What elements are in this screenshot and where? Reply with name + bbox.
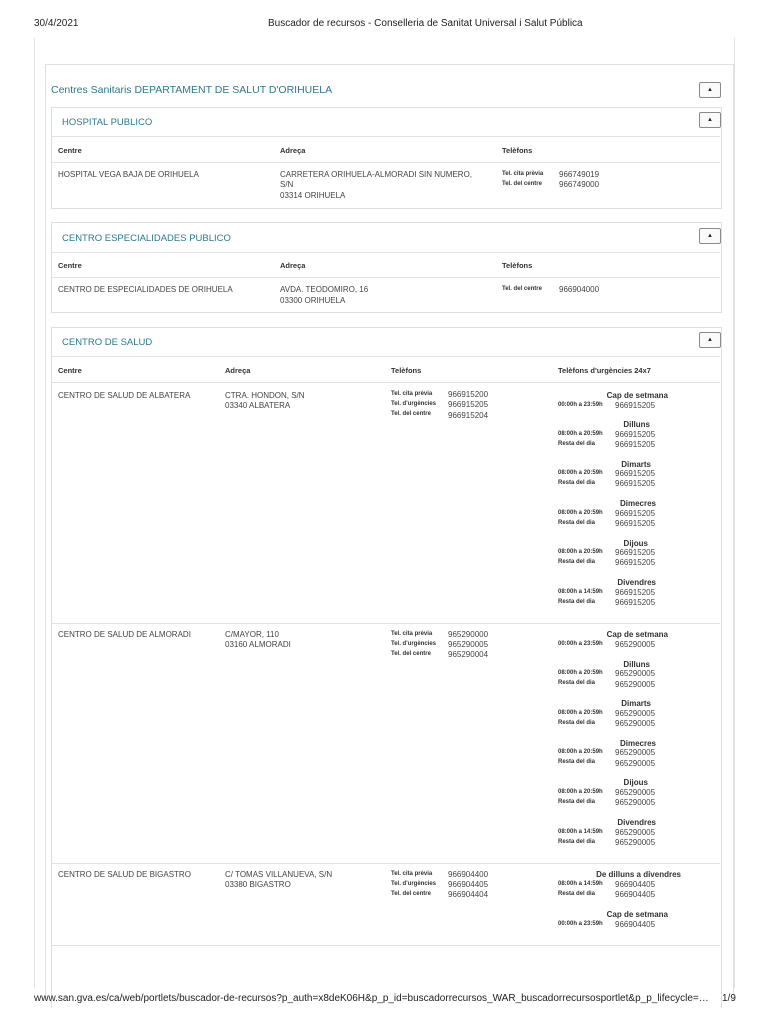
urgent-day-heading: Cap de setmana [606, 910, 668, 919]
centre-address-line: C/ TOMAS VILLANUEVA, S/N [225, 870, 333, 879]
column-header-urgent-phones: Telèfons d'urgències 24x7 [558, 366, 651, 375]
urgent-phone-value: 966915205 [615, 548, 656, 557]
urgent-hours-label: Resta del dia [558, 520, 596, 526]
urgent-phone-value: 965290005 [615, 719, 656, 728]
phone-label: Tel. del centre [502, 286, 542, 292]
column-header-phones: Telèfons [391, 366, 422, 375]
urgent-phone-value: 965290005 [615, 788, 656, 797]
page-frame-right [734, 38, 735, 988]
centre-address-line: C/MAYOR, 110 [225, 630, 279, 639]
urgent-hours-label: 08:00h a 20:59h [558, 789, 603, 795]
phone-value: 966749000 [559, 180, 600, 189]
urgent-phone-value: 966915205 [615, 401, 656, 410]
divider [52, 623, 720, 624]
column-header-phones: Telèfons [502, 146, 533, 155]
urgent-hours-label: Resta del dia [558, 559, 596, 565]
collapse-hospital-button[interactable] [699, 112, 721, 128]
urgent-hours-label: 08:00h a 14:59h [558, 589, 603, 595]
column-header-centre: Centre [58, 146, 82, 155]
centre-name: CENTRO DE SALUD DE BIGASTRO [58, 870, 191, 879]
urgent-phone-value: 966904405 [615, 920, 656, 929]
health-centres-section-title: CENTRO DE SALUD [62, 337, 153, 348]
centre-address-line: AVDA. TEODOMIRO, 16 [280, 285, 369, 294]
urgent-day-heading: Dimarts [621, 699, 651, 708]
urgent-phone-value: 965290005 [615, 709, 656, 718]
phone-value: 966915200 [448, 390, 489, 399]
centre-address-line: 03160 ALMORADI [225, 640, 291, 649]
phone-value: 965290000 [448, 630, 489, 639]
divider [52, 356, 720, 357]
centre-address-line: CARRETERA ORIHUELA-ALMORADI SIN NUMERO, [280, 170, 473, 179]
urgent-phone-value: 965290005 [615, 748, 656, 757]
urgent-day-heading: Dimecres [619, 739, 656, 748]
print-footer-url: www.san.gva.es/ca/web/portlets/buscador-de-recursos?p_auth=x8deK06H&p_p_id=buscadorrecursos_WAR_buscadorrecursosportlet&p_p_lifecycle=… [34, 993, 709, 1004]
urgent-hours-label: Resta del dia [558, 441, 596, 447]
urgent-phone-value: 966915205 [615, 598, 656, 607]
department-title: Centres Sanitaris DEPARTAMENT DE SALUT D'ORIHUELA [51, 84, 333, 96]
urgent-hours-label: 08:00h a 20:59h [558, 549, 603, 555]
centre-name: CENTRO DE SALUD DE ALBATERA [58, 391, 191, 400]
collapse-specialities-button[interactable] [699, 228, 721, 244]
column-header-phones: Telèfons [502, 261, 533, 270]
chevron-up-icon: ▲ [707, 233, 713, 239]
centre-name: CENTRO DE SALUD DE ALMORADI [58, 630, 191, 639]
urgent-phone-value: 966904405 [615, 880, 656, 889]
urgent-phone-value: 965290005 [615, 680, 656, 689]
urgent-day-heading: Divendres [617, 818, 656, 827]
chevron-up-icon: ▲ [707, 87, 713, 93]
urgent-hours-label: 08:00h a 20:59h [558, 510, 603, 516]
urgent-hours-label: Resta del dia [558, 680, 596, 686]
print-date: 30/4/2021 [34, 18, 79, 29]
urgent-hours-label: Resta del dia [558, 891, 596, 897]
urgent-phone-value: 966904405 [615, 890, 656, 899]
print-title: Buscador de recursos - Conselleria de Sanitat Universal i Salut Pública [268, 18, 583, 29]
centre-address-line: S/N [280, 180, 294, 189]
column-header-address: Adreça [280, 261, 306, 270]
centre-address-line: 03340 ALBATERA [225, 401, 291, 410]
phone-label: Tel. cita prèvia [391, 871, 433, 877]
centre-name: CENTRO DE ESPECIALIDADES DE ORIHUELA [58, 285, 233, 294]
urgent-phone-value: 965290005 [615, 669, 656, 678]
urgent-hours-label: Resta del dia [558, 480, 596, 486]
urgent-day-heading: Dilluns [623, 660, 650, 669]
phone-label: Tel. d'urgències [391, 881, 436, 887]
phone-label: Tel. d'urgències [391, 641, 436, 647]
urgent-phone-value: 965290005 [615, 759, 656, 768]
specialities-section-title: CENTRO ESPECIALIDADES PUBLICO [62, 233, 231, 244]
divider [52, 136, 720, 137]
column-header-address: Adreça [280, 146, 306, 155]
urgent-phone-value: 966915205 [615, 509, 656, 518]
phone-label: Tel. del centre [502, 181, 542, 187]
urgent-hours-label: Resta del dia [558, 759, 596, 765]
urgent-phone-value: 966915205 [615, 469, 656, 478]
phone-value: 966904400 [448, 870, 489, 879]
urgent-day-heading: De dilluns a divendres [596, 870, 681, 879]
urgent-phone-value: 966915205 [615, 430, 656, 439]
urgent-day-heading: Cap de setmana [606, 391, 668, 400]
phone-label: Tel. cita prèvia [502, 171, 544, 177]
page-frame-left [34, 38, 35, 988]
urgent-hours-label: 00:00h a 23:59h [558, 641, 603, 647]
phone-value: 966904405 [448, 880, 489, 889]
phone-label: Tel. del centre [391, 651, 431, 657]
phone-value: 966904404 [448, 890, 489, 899]
urgent-phone-value: 966915205 [615, 588, 656, 597]
phone-label: Tel. cita prèvia [391, 631, 433, 637]
phone-value: 966904000 [559, 285, 600, 294]
centre-address-line: 03300 ORIHUELA [280, 296, 346, 305]
phone-label: Tel. d'urgències [391, 401, 436, 407]
centre-name: HOSPITAL VEGA BAJA DE ORIHUELA [58, 170, 199, 179]
phone-label: Tel. cita prèvia [391, 391, 433, 397]
urgent-phone-value: 965290005 [615, 828, 656, 837]
urgent-phone-value: 965290005 [615, 838, 656, 847]
chevron-up-icon: ▲ [707, 117, 713, 123]
urgent-hours-label: Resta del dia [558, 839, 596, 845]
phone-value: 966749019 [559, 170, 600, 179]
urgent-hours-label: Resta del dia [558, 799, 596, 805]
urgent-phone-value: 966915205 [615, 479, 656, 488]
urgent-hours-label: 08:00h a 14:59h [558, 829, 603, 835]
phone-value: 966915204 [448, 411, 489, 420]
centre-address-line: CTRA. HONDON, S/N [225, 391, 305, 400]
divider [52, 162, 720, 163]
urgent-hours-label: 08:00h a 20:59h [558, 710, 603, 716]
urgent-day-heading: Dijous [623, 539, 648, 548]
urgent-day-heading: Dilluns [623, 420, 650, 429]
centre-address-line: 03314 ORIHUELA [280, 191, 346, 200]
divider [52, 252, 720, 253]
column-header-centre: Centre [58, 366, 82, 375]
column-header-centre: Centre [58, 261, 82, 270]
urgent-hours-label: 08:00h a 20:59h [558, 431, 603, 437]
divider [52, 277, 720, 278]
urgent-phone-value: 966915205 [615, 558, 656, 567]
urgent-hours-label: Resta del dia [558, 599, 596, 605]
urgent-day-heading: Dimarts [621, 460, 651, 469]
urgent-phone-value: 966915205 [615, 519, 656, 528]
phone-value: 966915205 [448, 400, 489, 409]
urgent-hours-label: 08:00h a 20:59h [558, 470, 603, 476]
urgent-phone-value: 966915205 [615, 440, 656, 449]
phone-value: 965290005 [448, 640, 489, 649]
urgent-hours-label: 00:00h a 23:59h [558, 921, 603, 927]
divider [52, 945, 720, 946]
print-page-number: 1/9 [722, 993, 736, 1004]
column-header-address: Adreça [225, 366, 251, 375]
urgent-hours-label: 08:00h a 20:59h [558, 670, 603, 676]
phone-label: Tel. del centre [391, 411, 431, 417]
urgent-phone-value: 965290005 [615, 798, 656, 807]
collapse-health-centres-button[interactable] [699, 332, 721, 348]
urgent-day-heading: Dijous [623, 778, 648, 787]
urgent-hours-label: 08:00h a 14:59h [558, 881, 603, 887]
urgent-day-heading: Cap de setmana [606, 630, 668, 639]
collapse-department-button[interactable] [699, 82, 721, 98]
phone-value: 965290004 [448, 650, 489, 659]
divider [52, 382, 720, 383]
centre-address-line: 03380 BIGASTRO [225, 880, 291, 889]
urgent-hours-label: Resta del dia [558, 720, 596, 726]
chevron-up-icon: ▲ [707, 337, 713, 343]
urgent-day-heading: Divendres [617, 578, 656, 587]
divider [52, 863, 720, 864]
urgent-hours-label: 08:00h a 20:59h [558, 749, 603, 755]
urgent-hours-label: 00:00h a 23:59h [558, 402, 603, 408]
urgent-phone-value: 965290005 [615, 640, 656, 649]
phone-label: Tel. del centre [391, 891, 431, 897]
urgent-day-heading: Dimecres [619, 499, 656, 508]
hospital-section-title: HOSPITAL PUBLICO [62, 117, 153, 128]
